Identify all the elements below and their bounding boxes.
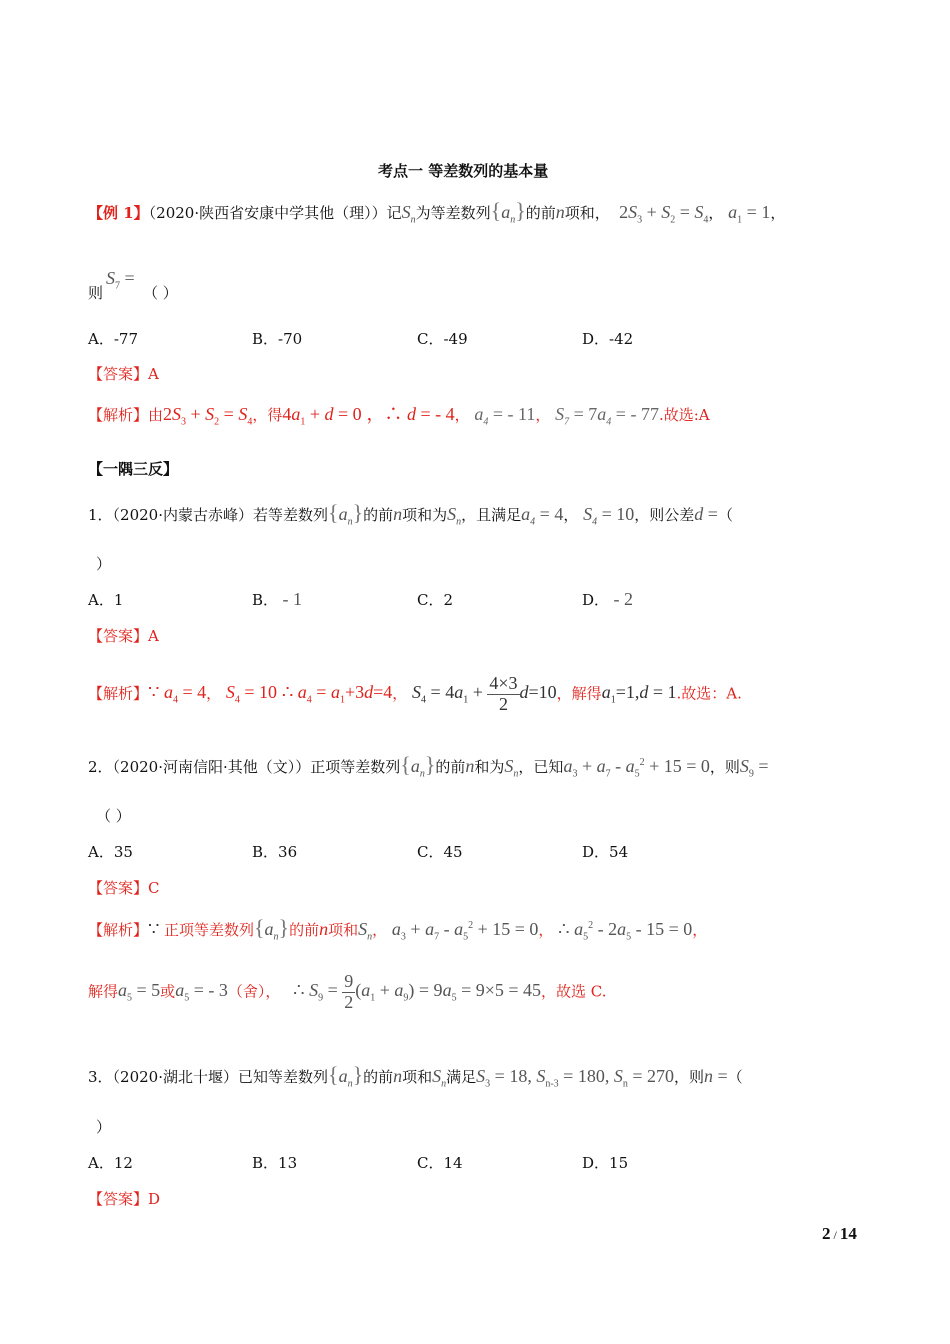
question-3-paren: ） bbox=[96, 1118, 112, 1136]
formula: $S_n$ bbox=[401, 202, 416, 226]
option-d: D．-42 bbox=[582, 330, 634, 348]
question-2-paren: （ ） bbox=[96, 807, 131, 825]
formula: $4a_1 + d = 0$ bbox=[282, 404, 362, 428]
formula: $2S_3 + S_2 = S_4$ bbox=[163, 404, 253, 428]
option-d: D．54 bbox=[582, 843, 629, 861]
option-c: C．-49 bbox=[417, 330, 468, 348]
answer: 【答案】A bbox=[88, 627, 159, 645]
formula: $a_4$ = - 11 bbox=[474, 404, 536, 428]
option-d: D． - 2 bbox=[582, 589, 634, 609]
section-heading: 【一隅三反】 bbox=[88, 460, 179, 478]
question-1: 1．（2020·内蒙古赤峰）若等差数列$\{a_n\}$的前n项和为$S_n$，且满足$a_4 = 4$， $S_4 = 10$，则公差d =（ bbox=[88, 500, 733, 528]
option-b: B． - 1 bbox=[252, 589, 303, 609]
formula: $a_1 = 1$ bbox=[728, 202, 771, 226]
example-label: 【例 1】 bbox=[88, 204, 149, 222]
option-a: A．35 bbox=[88, 843, 133, 861]
analysis: 【解析】∵ $a_4 = 4$， $S_4 = 10$ ∴ $a_4 = a_1+3d=4$， $S_4 = 4a_1$ + $\frac{4\times 3}{2}$ d=10，解得$a_1=1,d = 1$.故选：A. bbox=[88, 673, 742, 714]
option-c: C．2 bbox=[417, 591, 454, 609]
example-1-then: 则 （ ） bbox=[88, 284, 178, 302]
question-2: 2．（2020·河南信阳·其他（文））正项等差数列$\{a_n\}$的前n和为$S_n$，已知$a_3 + a_7 - a_5^2 + 15 = 0$，则$S_9$ = bbox=[88, 752, 769, 780]
formula: $S_7 = 7a_4$ = - 77 bbox=[555, 404, 659, 428]
answer: 【答案】C bbox=[88, 879, 160, 897]
question-1-paren: ） bbox=[96, 555, 112, 573]
analysis: 【解析】由$2S_3 + S_2 = S_4$，得$4a_1 + d = 0$ ，∴ d = - 4， $a_4$ = - 11， $S_7 = 7a_4$ = - 77.故选:A bbox=[88, 404, 710, 428]
formula: { bbox=[490, 198, 502, 223]
section-title: 考点一 等差数列的基本量 bbox=[378, 162, 549, 180]
page-number: 2 / 14 bbox=[822, 1224, 857, 1243]
analysis-continued: 解得$a_5 = 5$或$a_5$ = - 3（舍）， ∴ $S_9$ = $\frac{9}{2}$ $(a_1 + a_9) = 9a_5 = 9\times 5 = 45$，故选 C. bbox=[88, 971, 607, 1012]
option-d: D．15 bbox=[582, 1154, 629, 1172]
example-1-question: 【例 1】（2020·陕西省安康中学其他（理））记$S_n$为等差数列$\{a_n\}$的前n项和， $2S_3 + S_2 = S_4$， $a_1 = 1$， bbox=[88, 198, 786, 226]
option-c: C．45 bbox=[417, 843, 463, 861]
question-3: 3．（2020·湖北十堰）已知等差数列$\{a_n\}$的前n项和$S_n$满足$S_3 = 18$, $S_{n-3} = 180$, $S_n = 270$，则n =（ bbox=[88, 1062, 743, 1090]
formula: $S_7$ = bbox=[106, 268, 135, 292]
analysis: 【解析】∵ 正项等差数列$\{a_n\}$的前n项和$S_n$， $a_3 + a_7 - a_5^2 + 15 = 0$， ∴ $a_5^2 - 2a_5 - 15 = 0$， bbox=[88, 915, 708, 943]
option-b: B．13 bbox=[252, 1154, 298, 1172]
option-c: C．14 bbox=[417, 1154, 463, 1172]
answer: 【答案】D bbox=[88, 1190, 161, 1208]
option-a: A．1 bbox=[88, 591, 124, 609]
option-b: B．-70 bbox=[252, 330, 303, 348]
option-b: B．36 bbox=[252, 843, 298, 861]
option-a: A．-77 bbox=[88, 330, 138, 348]
option-a: A．12 bbox=[88, 1154, 133, 1172]
answer: 【答案】A bbox=[88, 365, 159, 383]
formula: $2S_3 + S_2 = S_4$ bbox=[614, 202, 709, 226]
